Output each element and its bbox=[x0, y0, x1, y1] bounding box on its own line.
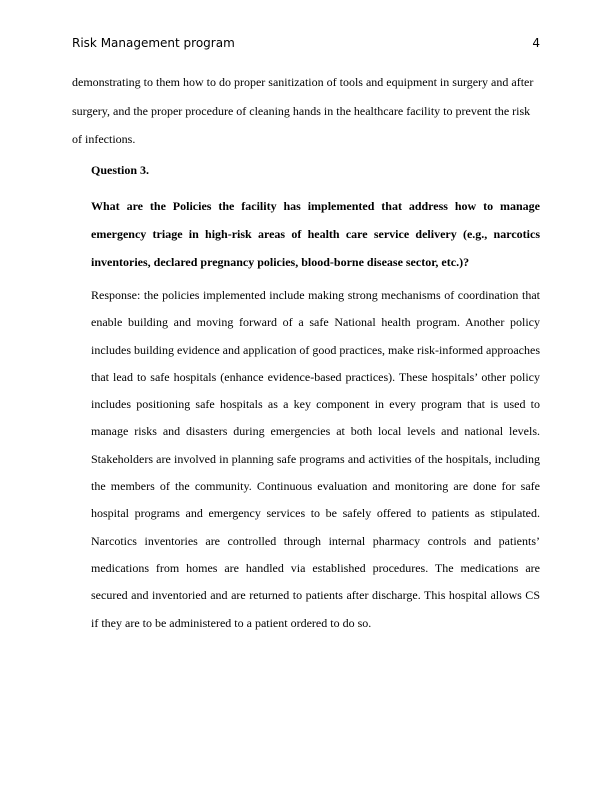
running-header-title: Risk Management program bbox=[72, 36, 235, 50]
question-text: What are the Policies the facility has implemented that address how to manage emergency triage in high-risk areas of health care service delivery (e.g., narcotics inventories, declared pregnancy policies, blood-borne disease sector, etc.)? bbox=[91, 199, 540, 269]
response-paragraph: Response: the policies implemented include making strong mechanisms of coordination that enable building and moving forward of a safe National health program. Another policy includes building evidence and application of good practices, make risk-informed approaches that lead to safe hospitals (enhance evidence-based practices). These hospitals’ other policy includes positioning safe hospitals as a key component in every program that is used to manage risks and disasters during emergencies at both local levels and national levels. Stakeholders are involved in planning safe programs and activities of the hospitals, including the members of the community. Continuous evaluation and monitoring are done for safe hospital programs and emergency services to be safely offered to patients as stipulated. Narcotics inventories are controlled through internal pharmacy controls and patients’ medications from homes are handled via established procedures. The medications are secured and inventoried and are returned to patients after discharge. This hospital allows CS if they are to be administered to a patient ordered to do so. bbox=[91, 288, 540, 630]
question-label: Question 3. bbox=[91, 163, 150, 177]
page-number: 4 bbox=[532, 36, 540, 50]
continuation-paragraph: demonstrating to them how to do proper sanitization of tools and equipment in surgery and after surgery, and the proper procedure of cleaning hands in the healthcare facility to prevent the risk of infections. bbox=[72, 75, 534, 146]
